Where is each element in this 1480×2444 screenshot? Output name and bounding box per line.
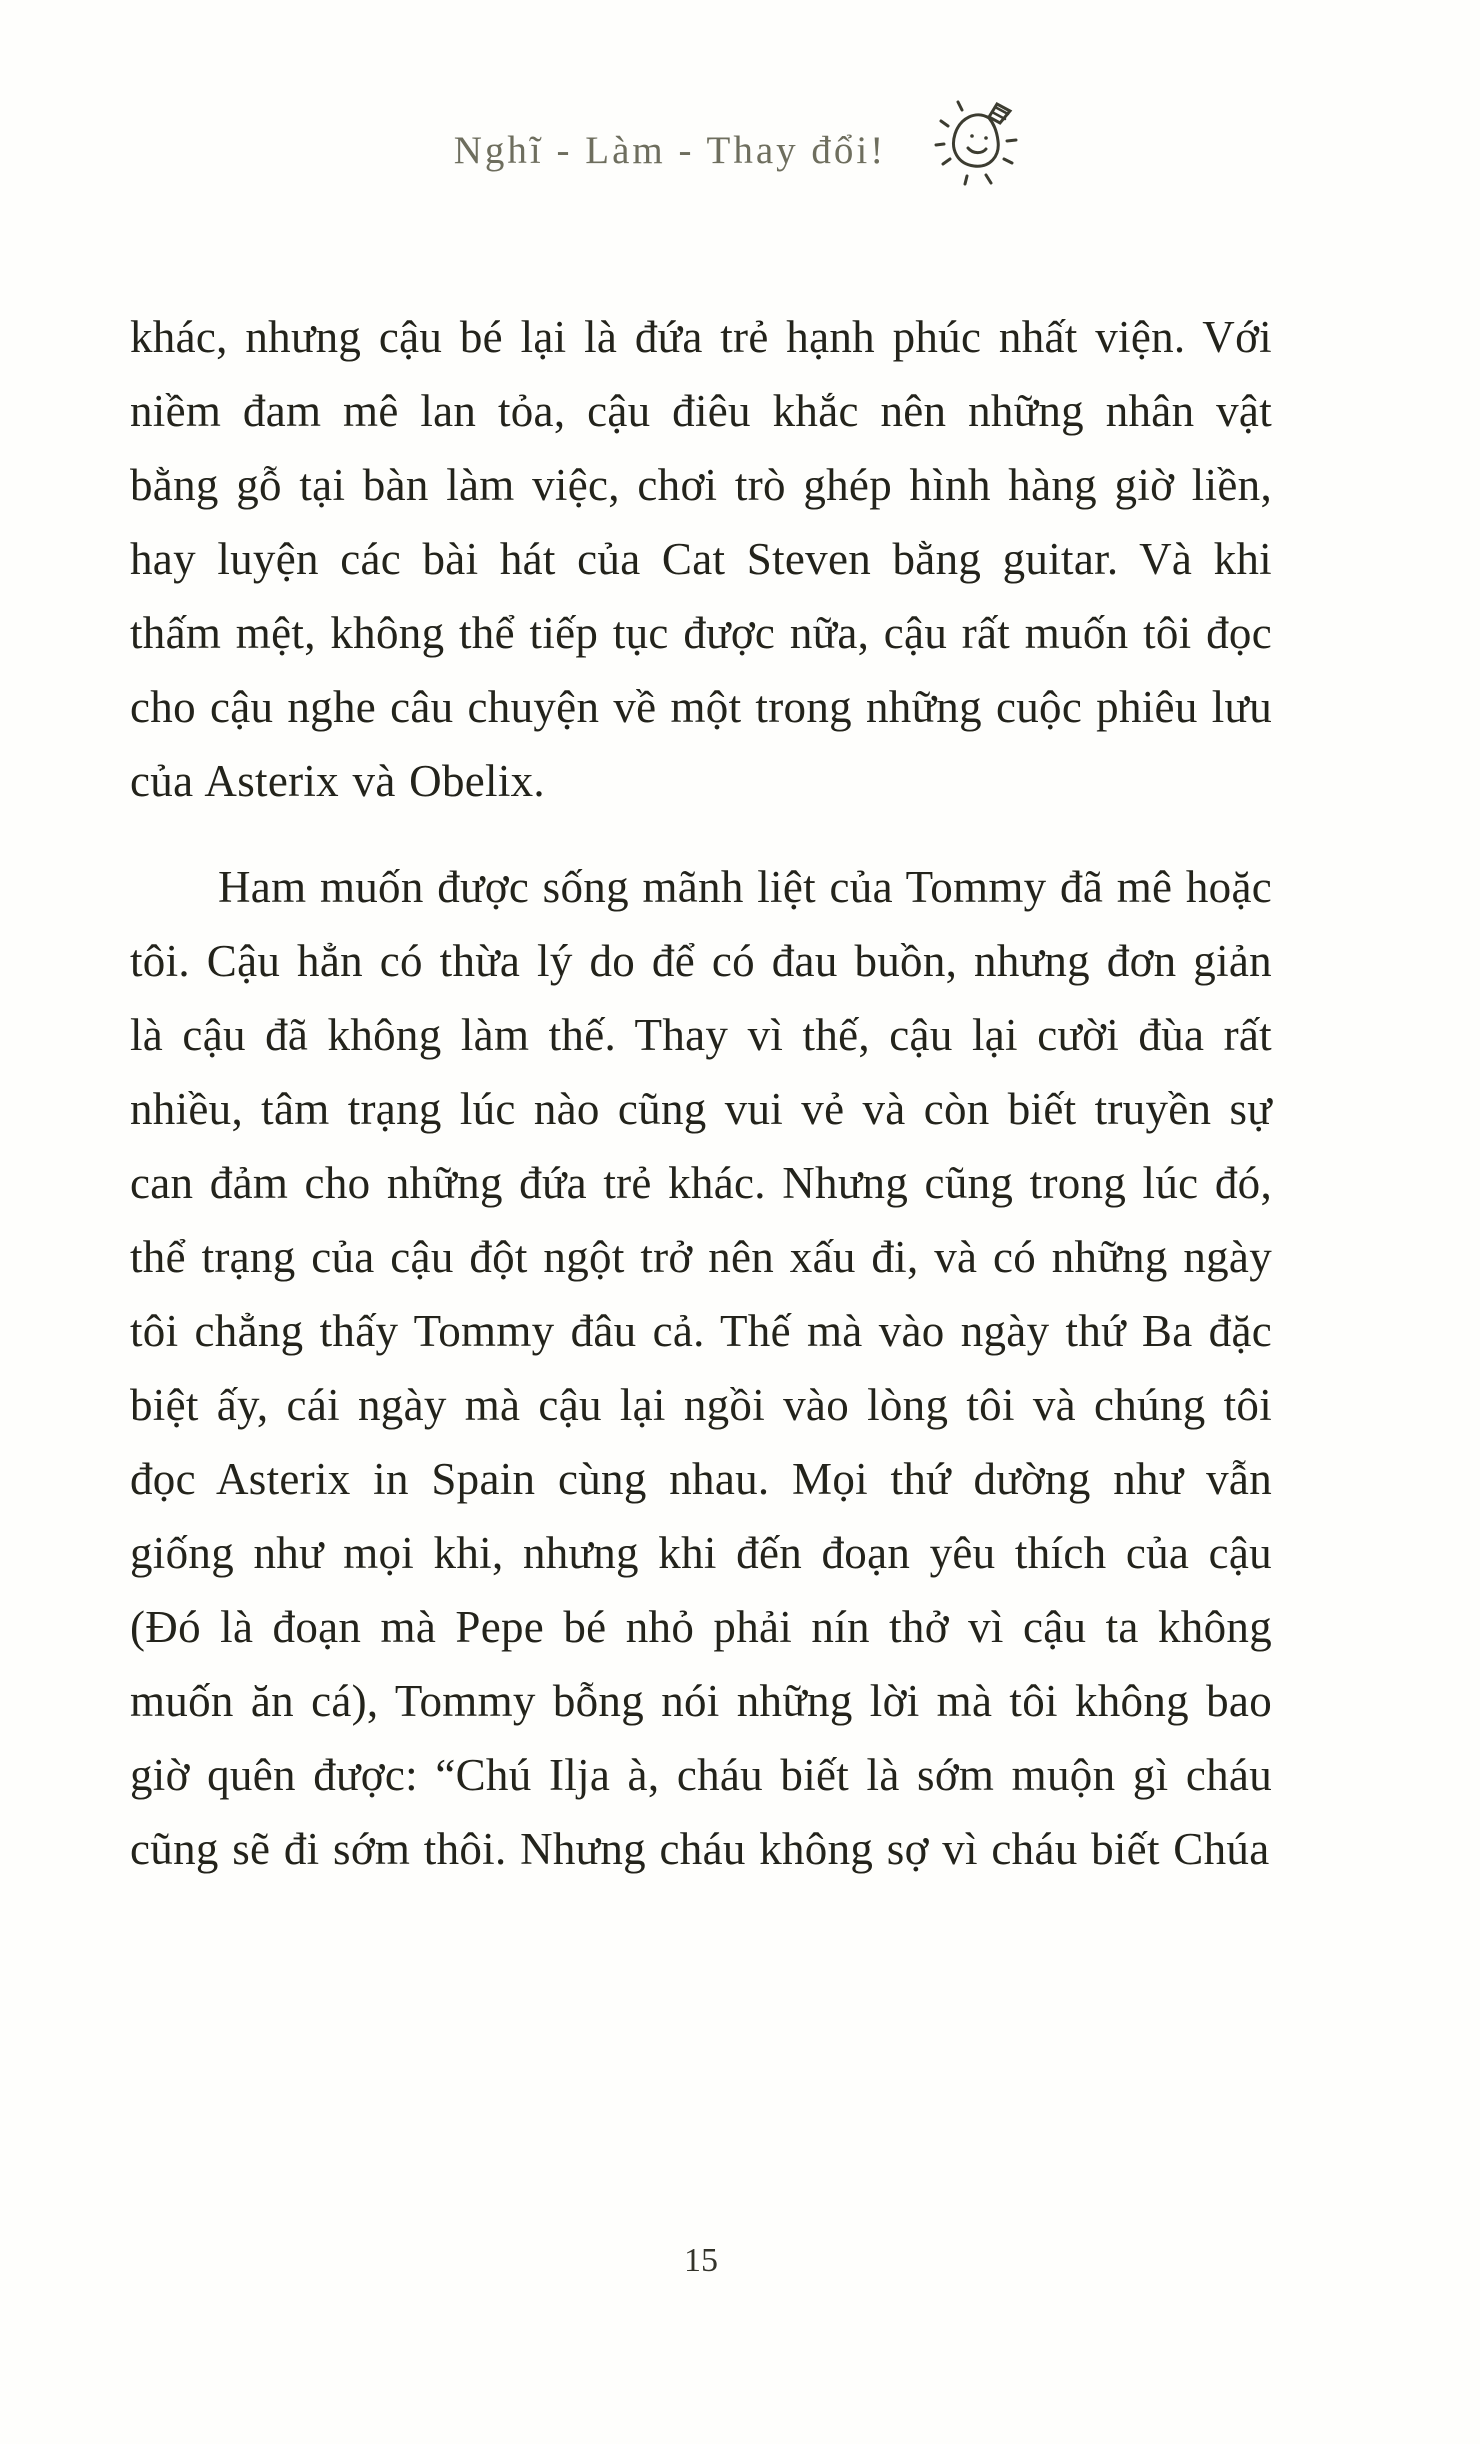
lightbulb-doodle-icon: [934, 96, 1026, 196]
running-header: [0, 96, 1480, 196]
page-number: 15: [684, 2242, 718, 2279]
body-paragraph: khác, nhưng cậu bé lại là đứa trẻ hạnh phúc nhất viện. Với niềm đam mê lan tỏa, cậu điêu khắc nên những nhân vật bằng gỗ tại bàn làm việc, chơi trò ghép hình hàng giờ liền, hay luyện các bài hát của Cat Steven bằng guitar. Và khi thấm mệt, không thể tiếp tục được nữa, cậu rất muốn tôi đọc cho cậu nghe câu chuyện về một trong những cuộc phiêu lưu của Asterix và Obelix.: [130, 312, 1272, 806]
running-title: Nghĩ - Làm - Thay đổi!: [453, 129, 887, 172]
body-text-block: [130, 300, 1272, 1918]
body-paragraph: Ham muốn được sống mãnh liệt của Tommy đã mê hoặc tôi. Cậu hẳn có thừa lý do để có đau buồn, nhưng đơn giản là cậu đã không làm thế. Thay vì thế, cậu lại cười đùa rất nhiều, tâm trạng lúc nào cũng vui vẻ và còn biết truyền sự can đảm cho những đứa trẻ khác. Nhưng cũng trong lúc đó, thể trạng của cậu đột ngột trở nên xấu đi, và có những ngày tôi chẳng thấy Tommy đâu cả. Thế mà vào ngày thứ Ba đặc biệt ấy, cái ngày mà cậu lại ngồi vào lòng tôi và chúng tôi đọc Asterix in Spain cùng nhau. Mọi thứ dường như vẫn giống như mọi khi, nhưng khi đến đoạn yêu thích của cậu (Đó là đoạn mà Pepe bé nhỏ phải nín thở vì cậu ta không muốn ăn cá), Tommy bỗng nói những lời mà tôi không bao giờ quên được: “Chú Ilja à, cháu biết là sớm muộn gì cháu cũng sẽ đi sớm thôi. Nhưng cháu không sợ vì cháu biết Chúa: [130, 862, 1272, 1874]
